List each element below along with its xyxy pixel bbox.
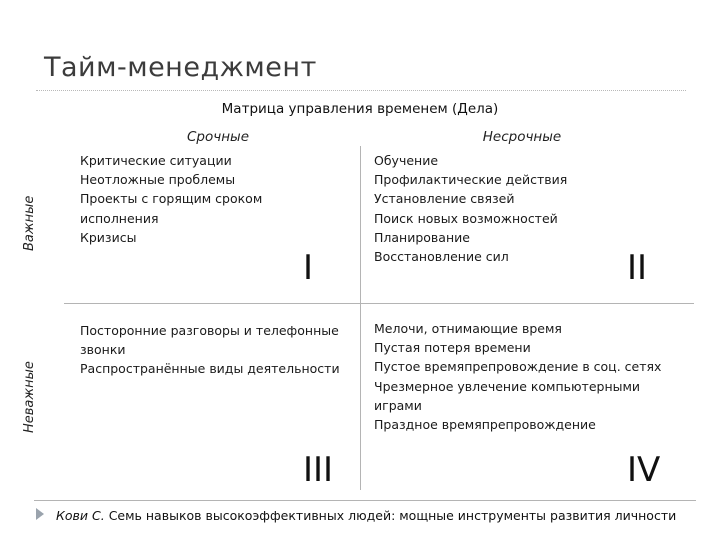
list-item: Чрезмерное увлечение компьютерными играми bbox=[374, 378, 641, 413]
quadrant-1-list bbox=[80, 151, 295, 247]
matrix-horizontal-axis bbox=[64, 303, 694, 304]
quadrant-2-numeral: II bbox=[627, 248, 648, 288]
column-header-not-urgent: Несрочные bbox=[482, 129, 562, 145]
list-item: Восстановление сил bbox=[374, 249, 509, 265]
list-item: Обучение bbox=[374, 153, 439, 168]
footer-divider bbox=[34, 500, 696, 501]
matrix-title: Матрица управления временем (Дела) bbox=[221, 101, 499, 117]
list-item: Поиск новых возможностей bbox=[374, 210, 558, 226]
quadrant-1-numeral: I bbox=[303, 248, 314, 288]
quadrant-4-list bbox=[374, 319, 674, 434]
list-item: Неотложные проблемы bbox=[80, 172, 236, 188]
column-header-urgent: Срочные bbox=[186, 129, 250, 145]
list-item: Профилактические действия bbox=[374, 172, 568, 188]
citation-text: Семь навыков высокоэффективных людей: мощные инструменты развития личности bbox=[108, 508, 677, 523]
row-label-important: Важные bbox=[22, 195, 37, 251]
citation-author: Кови С. bbox=[56, 508, 105, 523]
quadrant-4-numeral: IV bbox=[627, 450, 661, 490]
list-item: Пустая потеря времени bbox=[374, 340, 531, 356]
list-item: Посторонние разговоры и телефонные звонки bbox=[80, 323, 339, 358]
list-item: Планирование bbox=[374, 229, 470, 245]
title-divider bbox=[36, 90, 686, 91]
list-item: Пустое времяпрепровождение в соц. сетях bbox=[374, 359, 662, 375]
footer-citation bbox=[56, 508, 676, 523]
list-item: Мелочи, отнимающие время bbox=[374, 321, 562, 336]
row-label-not-important: Неважные bbox=[22, 361, 37, 433]
matrix-vertical-axis bbox=[360, 146, 361, 490]
slide-title: Тайм-менеджмент bbox=[44, 52, 317, 83]
list-item: Распространённые виды деятельности bbox=[80, 361, 340, 377]
list-item: Праздное времяпрепровождение bbox=[374, 417, 596, 433]
list-item: Установление связей bbox=[374, 191, 515, 207]
list-item: Проекты с горящим сроком исполнения bbox=[80, 191, 263, 226]
quadrant-3-list bbox=[80, 321, 355, 379]
quadrant-3-numeral: III bbox=[303, 450, 334, 490]
list-item: Кризисы bbox=[80, 229, 137, 245]
triangle-bullet-icon bbox=[36, 508, 44, 520]
list-item: Критические ситуации bbox=[80, 153, 232, 168]
